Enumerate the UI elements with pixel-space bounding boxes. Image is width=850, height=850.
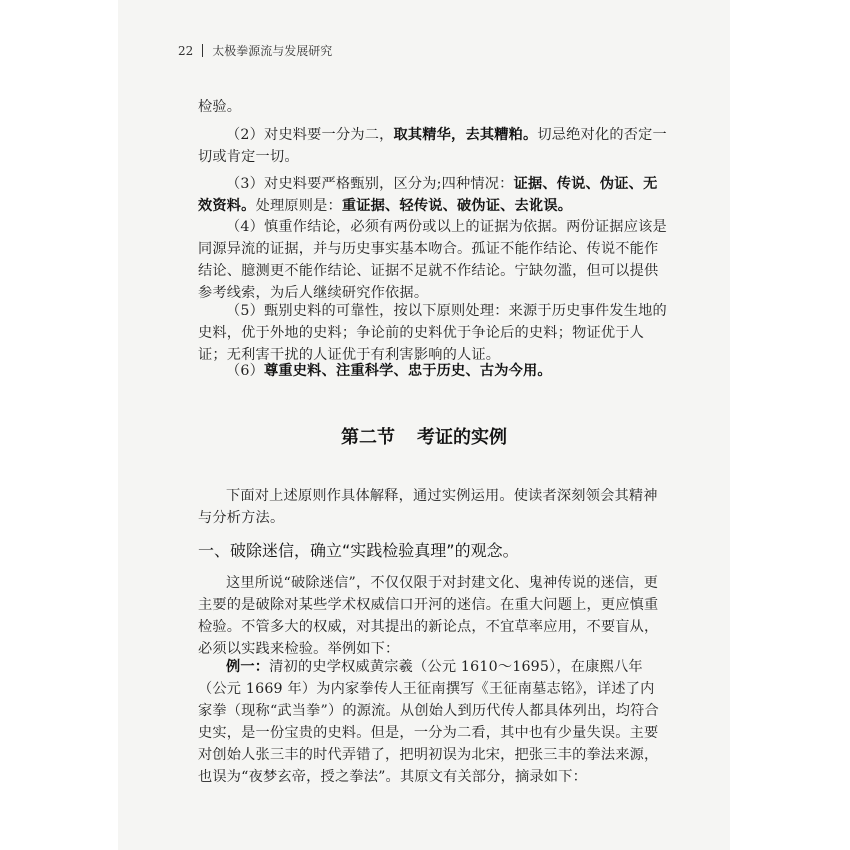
text: 处理原则是： bbox=[255, 198, 342, 214]
paragraph-principle-3 bbox=[198, 173, 668, 217]
bold-text: 取其精华，去其糟粕。 bbox=[393, 127, 538, 143]
running-header bbox=[178, 42, 332, 59]
paragraph-explanation: 这里所说“破除迷信”，不仅仅限于对封建文化、鬼神传说的迷信，更主要的是破除对某些学术权威信口开河的迷信。在重大问题上，更应慎重检验。不管多大的权威，对其提出的新论点，不宜草率应用，不要盲从，必须以实践来检验。举例如下： bbox=[198, 575, 659, 657]
section-heading bbox=[118, 423, 730, 449]
paragraph-continuation: 检验。 bbox=[198, 99, 242, 115]
bold-text: 重证据、轻传说、破伪证、去讹误。 bbox=[341, 198, 573, 214]
book-page bbox=[118, 0, 730, 850]
text: （3）对史料要严格甄别，区分为;四种情况： bbox=[226, 176, 514, 192]
paragraph-principle-6 bbox=[198, 360, 668, 382]
text: 切忌绝对化的否定一切或肯定一切。 bbox=[198, 127, 667, 165]
subsection-heading: 一、破除迷信，确立“实践检验真理”的观念。 bbox=[198, 541, 519, 560]
bold-text: 尊重史料、注重科学、忠于历史、古为今用。 bbox=[264, 363, 552, 379]
section-title: 考证的实例 bbox=[417, 427, 507, 448]
bold-text: 证据、传说、伪证、无效资料。 bbox=[198, 176, 658, 214]
page-number: 22 bbox=[178, 44, 194, 58]
paragraph-principle-4: （4）慎重作结论，必须有两份或以上的证据为依据。两份证据应该是同源异流的证据，并与历史事实基本吻合。孤证不能作结论、传说不能作结论、臆测更不能作结论、证据不足就不作结论。宁缺勿滥，但可以提供参考线索，为后人继续研究作依据。 bbox=[198, 219, 667, 301]
paragraph-principle-2 bbox=[198, 124, 668, 168]
paragraph-intro: 下面对上述原则作具体解释，通过实例运用。使读者深刻领会其精神与分析方法。 bbox=[198, 488, 658, 526]
book-title: 太极拳源流与发展研究 bbox=[212, 44, 333, 58]
text: （6） bbox=[226, 363, 265, 379]
paragraph-example-1 bbox=[198, 656, 668, 788]
text: 清初的史学权威黄宗羲（公元 1610～1695），在康熙八年（公元 1669 年）为内家拳传人王征南撰写《王征南墓志铭》，详述了内家拳（现称“武当拳”）的源流。从创始人到历代传人都具体列出，均符合史实，是一份宝贵的史料。但是，一分为二看，其中也有少量失误。主要对创始人张三丰的时代弄错了，把明初误为北宋，把张三丰的拳法来源，也误为“夜梦玄帝，授之拳法”。其原文有关部分，摘录如下： bbox=[198, 659, 659, 785]
section-number: 第二节 bbox=[341, 427, 395, 448]
text: （2）对史料要一分为二， bbox=[226, 127, 394, 143]
paragraph-principle-5: （5）甄别史料的可靠性，按以下原则处理：来源于历史事件发生地的史料，优于外地的史料；争论前的史料优于争论后的史料；物证优于人证；无利害干扰的人证优于有利害影响的人证。 bbox=[198, 303, 667, 363]
header-divider bbox=[202, 44, 203, 57]
example-label: 例一： bbox=[226, 659, 270, 675]
